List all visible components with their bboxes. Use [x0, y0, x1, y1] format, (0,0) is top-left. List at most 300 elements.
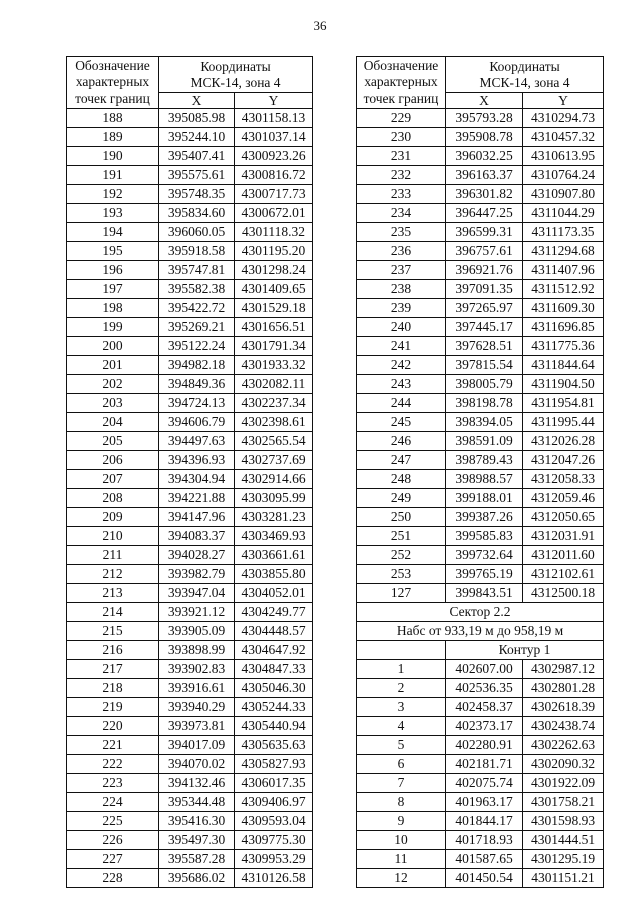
y-coordinate: 4303281.23	[235, 508, 313, 527]
point-number: 230	[357, 128, 446, 147]
coordinates-header: Координаты МСК-14, зона 4	[446, 57, 604, 93]
y-coordinate: 4312047.26	[523, 451, 604, 470]
point-number: 127	[357, 584, 446, 603]
table-row	[67, 622, 313, 641]
table-row	[67, 128, 313, 147]
y-coordinate: 4302237.34	[235, 394, 313, 413]
y-coordinate: 4302262.63	[523, 736, 604, 755]
table-row	[67, 337, 313, 356]
table-row	[357, 166, 604, 185]
x-coordinate: 397265.97	[446, 299, 523, 318]
point-number: 190	[67, 147, 159, 166]
table-row	[357, 584, 604, 603]
table-row	[67, 242, 313, 261]
table-row	[357, 242, 604, 261]
x-column-header: X	[159, 93, 235, 109]
x-coordinate: 393916.61	[159, 679, 235, 698]
x-coordinate: 395122.24	[159, 337, 235, 356]
y-coordinate: 4309775.30	[235, 831, 313, 850]
x-coordinate: 394304.94	[159, 470, 235, 489]
x-coordinate: 398988.57	[446, 470, 523, 489]
y-coordinate: 4301151.21	[523, 869, 604, 888]
table-row	[67, 223, 313, 242]
table-row	[357, 717, 604, 736]
point-number: 228	[67, 869, 159, 888]
x-coordinate: 397091.35	[446, 280, 523, 299]
point-number: 218	[67, 679, 159, 698]
x-coordinate: 398394.05	[446, 413, 523, 432]
y-coordinate: 4301195.20	[235, 242, 313, 261]
x-coordinate: 402075.74	[446, 774, 523, 793]
y-coordinate: 4303661.61	[235, 546, 313, 565]
x-coordinate: 398591.09	[446, 432, 523, 451]
point-number: 196	[67, 261, 159, 280]
point-number: 194	[67, 223, 159, 242]
table-row	[357, 128, 604, 147]
table-row	[357, 337, 604, 356]
x-coordinate: 402607.00	[446, 660, 523, 679]
table-row	[357, 318, 604, 337]
table-row	[67, 736, 313, 755]
point-number: 224	[67, 793, 159, 812]
y-coordinate: 4304847.33	[235, 660, 313, 679]
sector-title: Сектор 2.2	[357, 603, 604, 622]
x-coordinate: 396757.61	[446, 242, 523, 261]
x-column-header: X	[446, 93, 523, 109]
point-number: 236	[357, 242, 446, 261]
point-number: 247	[357, 451, 446, 470]
table-row	[67, 413, 313, 432]
point-number: 208	[67, 489, 159, 508]
y-coordinate: 4302565.54	[235, 432, 313, 451]
x-coordinate: 402458.37	[446, 698, 523, 717]
x-coordinate: 397445.17	[446, 318, 523, 337]
point-number: 226	[67, 831, 159, 850]
table-row	[67, 394, 313, 413]
point-number: 205	[67, 432, 159, 451]
x-coordinate: 396599.31	[446, 223, 523, 242]
y-coordinate: 4302398.61	[235, 413, 313, 432]
table-row	[357, 679, 604, 698]
point-number: 195	[67, 242, 159, 261]
y-coordinate: 4302987.12	[523, 660, 604, 679]
x-coordinate: 395747.81	[159, 261, 235, 280]
point-number: 6	[357, 755, 446, 774]
point-number: 213	[67, 584, 159, 603]
point-number: 252	[357, 546, 446, 565]
x-coordinate: 395407.41	[159, 147, 235, 166]
y-coordinate: 4312059.46	[523, 489, 604, 508]
x-coordinate: 398005.79	[446, 375, 523, 394]
y-coordinate: 4303095.99	[235, 489, 313, 508]
y-coordinate: 4306017.35	[235, 774, 313, 793]
y-coordinate: 4310126.58	[235, 869, 313, 888]
y-coordinate: 4304647.92	[235, 641, 313, 660]
y-coordinate: 4302082.11	[235, 375, 313, 394]
x-coordinate: 393905.09	[159, 622, 235, 641]
x-coordinate: 402536.35	[446, 679, 523, 698]
point-number: 9	[357, 812, 446, 831]
coordinates-table-right	[356, 56, 604, 888]
x-coordinate: 395834.60	[159, 204, 235, 223]
x-coordinate: 396447.25	[446, 204, 523, 223]
y-coordinate: 4301922.09	[523, 774, 604, 793]
table-row	[67, 812, 313, 831]
table-row	[357, 774, 604, 793]
y-coordinate: 4301409.65	[235, 280, 313, 299]
point-number: 206	[67, 451, 159, 470]
x-coordinate: 395244.10	[159, 128, 235, 147]
y-coordinate: 4309593.04	[235, 812, 313, 831]
point-number: 242	[357, 356, 446, 375]
table-row	[67, 147, 313, 166]
x-coordinate: 395908.78	[446, 128, 523, 147]
y-coordinate: 4301298.24	[235, 261, 313, 280]
x-coordinate: 395582.38	[159, 280, 235, 299]
y-coordinate: 4305046.30	[235, 679, 313, 698]
point-number: 239	[357, 299, 446, 318]
table-row	[357, 223, 604, 242]
point-number: 198	[67, 299, 159, 318]
x-coordinate: 393947.04	[159, 584, 235, 603]
x-coordinate: 394083.37	[159, 527, 235, 546]
x-coordinate: 394221.88	[159, 489, 235, 508]
point-number: 229	[357, 109, 446, 128]
point-number: 7	[357, 774, 446, 793]
x-coordinate: 396163.37	[446, 166, 523, 185]
y-coordinate: 4304052.01	[235, 584, 313, 603]
table-row	[357, 147, 604, 166]
point-number: 211	[67, 546, 159, 565]
y-coordinate: 4302090.32	[523, 755, 604, 774]
y-column-header: Y	[523, 93, 604, 109]
table-row	[357, 451, 604, 470]
point-label-header: Обозначение характерных точек границ	[357, 57, 446, 109]
point-number: 241	[357, 337, 446, 356]
y-coordinate: 4302801.28	[523, 679, 604, 698]
y-coordinate: 4301656.51	[235, 318, 313, 337]
y-coordinate: 4310613.95	[523, 147, 604, 166]
table-row	[67, 261, 313, 280]
y-coordinate: 4310294.73	[523, 109, 604, 128]
y-coordinate: 4311173.35	[523, 223, 604, 242]
point-number: 243	[357, 375, 446, 394]
table-row	[67, 869, 313, 888]
x-coordinate: 402373.17	[446, 717, 523, 736]
x-coordinate: 399188.01	[446, 489, 523, 508]
table-row	[67, 489, 313, 508]
point-number: 214	[67, 603, 159, 622]
y-coordinate: 4312050.65	[523, 508, 604, 527]
table-row	[67, 641, 313, 660]
x-coordinate: 395344.48	[159, 793, 235, 812]
y-coordinate: 4300923.26	[235, 147, 313, 166]
y-coordinate: 4301295.19	[523, 850, 604, 869]
table-row	[357, 299, 604, 318]
right-table-body-a	[357, 109, 604, 603]
y-coordinate: 4301037.14	[235, 128, 313, 147]
table-row	[67, 318, 313, 337]
point-number: 201	[67, 356, 159, 375]
x-coordinate: 399387.26	[446, 508, 523, 527]
table-row	[357, 375, 604, 394]
table-row	[67, 185, 313, 204]
point-number: 244	[357, 394, 446, 413]
point-number: 227	[67, 850, 159, 869]
table-row	[357, 736, 604, 755]
y-coordinate: 4311609.30	[523, 299, 604, 318]
x-coordinate: 393902.83	[159, 660, 235, 679]
x-coordinate: 394028.27	[159, 546, 235, 565]
table-header-row	[357, 57, 604, 93]
coordinates-table-left	[66, 56, 313, 888]
x-coordinate: 401963.17	[446, 793, 523, 812]
y-coordinate: 4311995.44	[523, 413, 604, 432]
table-row	[67, 280, 313, 299]
point-number: 219	[67, 698, 159, 717]
point-number: 237	[357, 261, 446, 280]
y-coordinate: 4305440.94	[235, 717, 313, 736]
x-coordinate: 393973.81	[159, 717, 235, 736]
table-row	[357, 546, 604, 565]
y-coordinate: 4312500.18	[523, 584, 604, 603]
x-coordinate: 399843.51	[446, 584, 523, 603]
y-coordinate: 4311407.96	[523, 261, 604, 280]
point-number: 225	[67, 812, 159, 831]
table-row	[357, 698, 604, 717]
table-row	[357, 755, 604, 774]
table-row	[67, 204, 313, 223]
point-number: 3	[357, 698, 446, 717]
point-number: 253	[357, 565, 446, 584]
y-coordinate: 4311294.68	[523, 242, 604, 261]
point-number: 2	[357, 679, 446, 698]
point-number: 193	[67, 204, 159, 223]
point-number: 220	[67, 717, 159, 736]
table-row	[67, 584, 313, 603]
y-coordinate: 4312058.33	[523, 470, 604, 489]
y-coordinate: 4309406.97	[235, 793, 313, 812]
table-row	[357, 432, 604, 451]
point-number: 223	[67, 774, 159, 793]
table-row	[357, 109, 604, 128]
point-number: 221	[67, 736, 159, 755]
y-coordinate: 4302618.39	[523, 698, 604, 717]
y-coordinate: 4312031.91	[523, 527, 604, 546]
y-coordinate: 4305827.93	[235, 755, 313, 774]
table-row	[67, 698, 313, 717]
x-coordinate: 393898.99	[159, 641, 235, 660]
y-coordinate: 4311844.64	[523, 356, 604, 375]
point-number: 207	[67, 470, 159, 489]
point-number: 191	[67, 166, 159, 185]
y-coordinate: 4311775.36	[523, 337, 604, 356]
table-row	[67, 508, 313, 527]
x-coordinate: 393921.12	[159, 603, 235, 622]
point-number: 203	[67, 394, 159, 413]
y-coordinate: 4300717.73	[235, 185, 313, 204]
x-coordinate: 401844.17	[446, 812, 523, 831]
table-row	[357, 489, 604, 508]
y-coordinate: 4312011.60	[523, 546, 604, 565]
x-coordinate: 394017.09	[159, 736, 235, 755]
point-number: 10	[357, 831, 446, 850]
table-row	[357, 793, 604, 812]
point-number: 188	[67, 109, 159, 128]
x-coordinate: 396032.25	[446, 147, 523, 166]
x-coordinate: 394982.18	[159, 356, 235, 375]
point-number: 216	[67, 641, 159, 660]
y-coordinate: 4301158.13	[235, 109, 313, 128]
point-number: 233	[357, 185, 446, 204]
y-coordinate: 4312026.28	[523, 432, 604, 451]
point-number: 231	[357, 147, 446, 166]
y-coordinate: 4311954.81	[523, 394, 604, 413]
point-number: 200	[67, 337, 159, 356]
x-coordinate: 396060.05	[159, 223, 235, 242]
table-row	[67, 850, 313, 869]
table-row	[357, 413, 604, 432]
x-coordinate: 395422.72	[159, 299, 235, 318]
x-coordinate: 395918.58	[159, 242, 235, 261]
y-coordinate: 4301444.51	[523, 831, 604, 850]
x-coordinate: 395085.98	[159, 109, 235, 128]
y-coordinate: 4302438.74	[523, 717, 604, 736]
x-coordinate: 394147.96	[159, 508, 235, 527]
sector-subtitle: Набс от 933,19 м до 958,19 м	[357, 622, 604, 641]
point-number: 240	[357, 318, 446, 337]
y-coordinate: 4301758.21	[523, 793, 604, 812]
table-row	[67, 774, 313, 793]
table-row	[357, 850, 604, 869]
y-coordinate: 4302914.66	[235, 470, 313, 489]
point-number: 215	[67, 622, 159, 641]
y-coordinate: 4301933.32	[235, 356, 313, 375]
table-row	[67, 793, 313, 812]
right-table-body-b	[357, 660, 604, 888]
x-coordinate: 397628.51	[446, 337, 523, 356]
x-coordinate: 401718.93	[446, 831, 523, 850]
table-row	[357, 470, 604, 489]
point-number: 222	[67, 755, 159, 774]
x-coordinate: 394724.13	[159, 394, 235, 413]
x-coordinate: 398789.43	[446, 451, 523, 470]
contour-label: Контур 1	[446, 641, 604, 660]
table-row	[67, 432, 313, 451]
x-coordinate: 402181.71	[446, 755, 523, 774]
x-coordinate: 396921.76	[446, 261, 523, 280]
x-coordinate: 395793.28	[446, 109, 523, 128]
y-coordinate: 4311696.85	[523, 318, 604, 337]
x-coordinate: 393982.79	[159, 565, 235, 584]
point-label-header: Обозначение характерных точек границ	[67, 57, 159, 109]
table-row	[67, 109, 313, 128]
x-coordinate: 398198.78	[446, 394, 523, 413]
left-table-body	[67, 109, 313, 888]
point-number: 251	[357, 527, 446, 546]
x-coordinate: 399732.64	[446, 546, 523, 565]
point-number: 192	[67, 185, 159, 204]
y-column-header: Y	[235, 93, 313, 109]
table-row	[67, 660, 313, 679]
point-number: 235	[357, 223, 446, 242]
table-row	[357, 812, 604, 831]
table-row	[357, 508, 604, 527]
point-number: 234	[357, 204, 446, 223]
sector-block	[357, 603, 604, 660]
table-row	[67, 166, 313, 185]
x-coordinate: 402280.91	[446, 736, 523, 755]
x-coordinate: 401450.54	[446, 869, 523, 888]
x-coordinate: 394849.36	[159, 375, 235, 394]
table-row	[67, 565, 313, 584]
y-coordinate: 4312102.61	[523, 565, 604, 584]
x-coordinate: 395686.02	[159, 869, 235, 888]
y-coordinate: 4311512.92	[523, 280, 604, 299]
x-coordinate: 394070.02	[159, 755, 235, 774]
x-coordinate: 399765.19	[446, 565, 523, 584]
table-row	[357, 204, 604, 223]
y-coordinate: 4310764.24	[523, 166, 604, 185]
table-row	[67, 546, 313, 565]
table-row	[67, 527, 313, 546]
y-coordinate: 4301791.34	[235, 337, 313, 356]
point-number: 204	[67, 413, 159, 432]
point-number: 4	[357, 717, 446, 736]
table-row	[67, 356, 313, 375]
y-coordinate: 4301598.93	[523, 812, 604, 831]
point-number: 202	[67, 375, 159, 394]
table-row	[67, 470, 313, 489]
table-row	[67, 603, 313, 622]
table-row	[357, 394, 604, 413]
table-row	[357, 527, 604, 546]
point-number: 210	[67, 527, 159, 546]
point-number: 249	[357, 489, 446, 508]
table-row	[67, 451, 313, 470]
table-row	[67, 717, 313, 736]
point-number: 8	[357, 793, 446, 812]
y-coordinate: 4304448.57	[235, 622, 313, 641]
coordinates-header: Координаты МСК-14, зона 4	[159, 57, 313, 93]
y-coordinate: 4300816.72	[235, 166, 313, 185]
table-row	[67, 375, 313, 394]
y-coordinate: 4305244.33	[235, 698, 313, 717]
y-coordinate: 4301118.32	[235, 223, 313, 242]
table-row	[67, 831, 313, 850]
table-row	[67, 679, 313, 698]
x-coordinate: 395748.35	[159, 185, 235, 204]
point-number: 245	[357, 413, 446, 432]
point-number: 250	[357, 508, 446, 527]
y-coordinate: 4310457.32	[523, 128, 604, 147]
point-number: 212	[67, 565, 159, 584]
y-coordinate: 4310907.80	[523, 185, 604, 204]
point-number: 217	[67, 660, 159, 679]
table-row	[67, 755, 313, 774]
table-row	[67, 299, 313, 318]
point-number: 189	[67, 128, 159, 147]
x-coordinate: 396301.82	[446, 185, 523, 204]
table-row	[357, 660, 604, 679]
x-coordinate: 394497.63	[159, 432, 235, 451]
y-coordinate: 4302737.69	[235, 451, 313, 470]
point-number: 12	[357, 869, 446, 888]
x-coordinate: 397815.54	[446, 356, 523, 375]
x-coordinate: 399585.83	[446, 527, 523, 546]
x-coordinate: 395575.61	[159, 166, 235, 185]
y-coordinate: 4311044.29	[523, 204, 604, 223]
